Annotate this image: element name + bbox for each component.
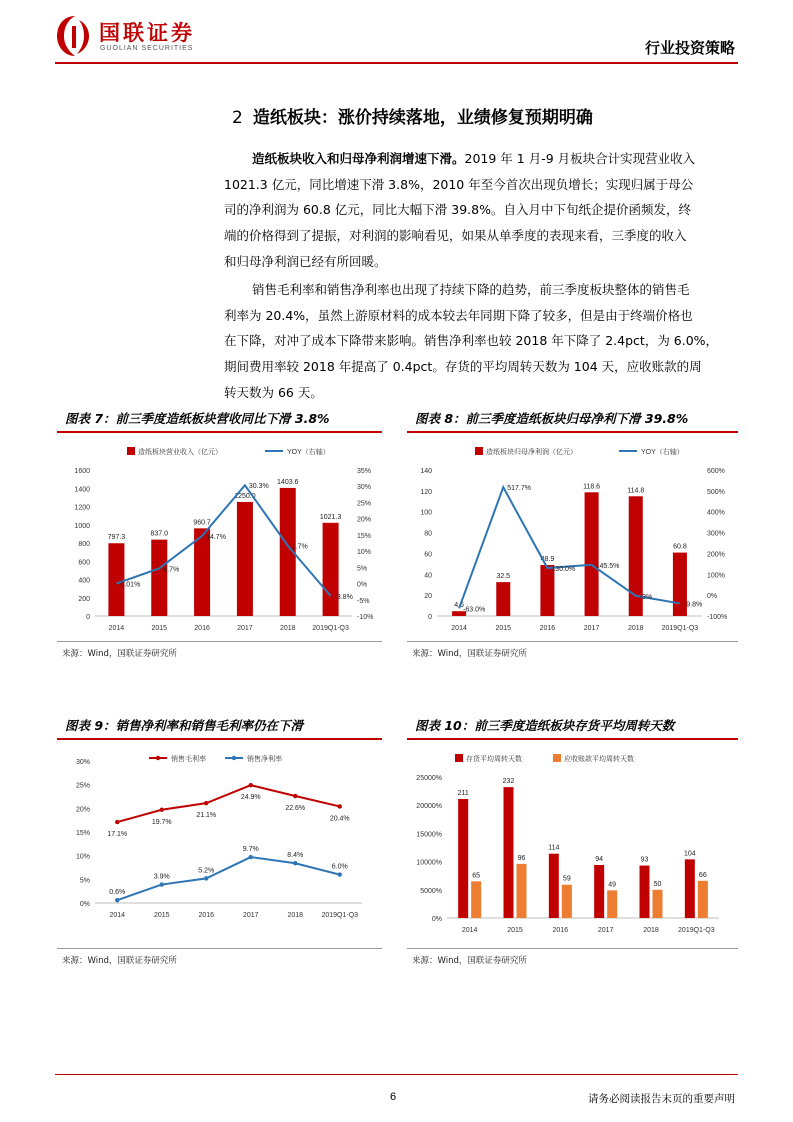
series-marker: [115, 898, 119, 902]
y-axis-tick-label: 0: [86, 614, 90, 621]
paragraph-line: 在下降，对冲了成本下降带来影响。销售净利率也较 2018 年下降了 2.4pct，为 6.0%，: [224, 333, 719, 349]
y-axis-tick-label: 0: [428, 614, 432, 621]
y2-axis-tick-label: 600%: [707, 468, 725, 475]
y-axis-tick-label: 25%: [75, 782, 90, 790]
bar-data-label: 60.8: [673, 543, 687, 551]
bar-2018: [640, 866, 650, 918]
legend-swatch: [553, 754, 561, 762]
x-axis-tick-label: 2015: [495, 625, 512, 632]
bar-2017: [237, 502, 253, 616]
legend-label: 造纸板块归母净利润（亿元）: [486, 449, 577, 456]
bar-data-label: 1021.3: [319, 513, 342, 521]
x-axis-tick-label: 2018: [627, 625, 644, 632]
figure-9-rule: [57, 738, 382, 740]
paragraph-lead: 造纸板块收入和归母净利润增速下滑。: [252, 151, 465, 166]
bar-2015: [504, 787, 514, 918]
x-axis-tick-label: 2015: [153, 912, 170, 919]
bar-2014: [108, 543, 124, 616]
legend-label: YOY（右轴）: [641, 449, 684, 456]
y2-axis-tick-label: 15%: [357, 532, 372, 540]
y-axis-tick-label: 5%: [79, 877, 90, 885]
y2-axis-tick-label: 200%: [707, 551, 725, 559]
legend-label: 销售净利率: [247, 756, 282, 763]
bar-data-label: 49: [608, 881, 617, 889]
bar-data-label: 94: [595, 855, 604, 863]
bar-2016: [562, 885, 572, 918]
y2-axis-tick-label: 0%: [707, 593, 718, 601]
legend-label: 存货平均周转天数: [466, 756, 522, 763]
bar-data-label: 797.3: [107, 534, 126, 542]
x-axis-tick-label: 2018: [279, 625, 296, 632]
x-axis-tick-label: 2016: [552, 927, 569, 934]
figure-8-rule: [407, 431, 738, 433]
y2-axis-tick-label: 5%: [357, 565, 368, 573]
figure-10-source-rule: [407, 948, 738, 949]
paragraph-line: 转天数为 66 天。: [224, 384, 323, 400]
company-logo: [55, 14, 235, 58]
y-axis-tick-label: 1000: [74, 522, 90, 530]
bar-data-label: 114.8: [627, 487, 645, 495]
line-data-label: 4.7%: [163, 566, 180, 574]
x-axis-tick-label: 2017: [242, 912, 259, 919]
line-data-label: -3%: [639, 593, 653, 601]
y-axis-tick-label: 200: [78, 595, 90, 603]
bar-data-label: 59: [562, 875, 571, 883]
legend-label: 销售毛利率: [171, 756, 206, 763]
bar-data-label: 32.5: [496, 573, 511, 581]
y-axis-tick-label: 120: [420, 488, 432, 496]
x-axis-tick-label: 2016: [194, 625, 210, 632]
section-heading: [232, 103, 593, 128]
legend-swatch: [475, 447, 483, 455]
paragraph-line: 司的净利润为 60.8 亿元，同比大幅下滑 39.8%。自入月中下旬纸企提价函频发，终: [224, 202, 691, 218]
x-axis-tick-label: 2018: [643, 927, 659, 934]
series-marker: [249, 855, 253, 859]
bar-data-label: 96: [517, 854, 526, 862]
bar-data-label: 1403.6: [277, 478, 299, 486]
series-marker: [160, 808, 164, 812]
section-title: 造纸板块：涨价持续落地，业绩修复预期明确: [252, 108, 593, 128]
y2-axis-tick-label: 10%: [357, 549, 372, 557]
bar-2019Q1-Q3: [685, 859, 695, 918]
y2-axis-tick-label: 400%: [707, 509, 725, 517]
y-axis-tick-label: 1200: [74, 504, 90, 512]
footer-divider: [55, 1074, 738, 1075]
paragraph-line: 和归母净利润已经有所回暖。: [224, 253, 387, 269]
x-axis-tick-label: 2018: [287, 912, 304, 919]
y2-axis-tick-label: 30%: [357, 484, 372, 492]
y-axis-tick-label: 30%: [75, 759, 90, 766]
series-marker: [204, 876, 208, 880]
logo-text-en: GUOLIAN SECURITIES: [100, 45, 194, 52]
y2-axis-tick-label: 100%: [707, 572, 725, 580]
page-number: 6: [390, 1091, 397, 1103]
x-axis-tick-label: 2016: [198, 912, 215, 919]
line-data-label: 0.6%: [109, 889, 126, 897]
y-axis-tick-label: 15000%: [416, 831, 442, 839]
y-axis-tick-label: 60: [424, 551, 432, 559]
figure-9-source: 来源：Wind，国联证券研究所: [62, 956, 177, 966]
y-axis-tick-label: 20: [424, 593, 432, 601]
y2-axis-tick-label: 0%: [357, 581, 368, 589]
line-data-label: 517.7%: [507, 485, 531, 493]
line-data-label: 21.1%: [196, 812, 217, 820]
bar-2014: [458, 799, 468, 918]
y-axis-tick-label: 140: [420, 468, 432, 475]
series-line: [459, 487, 680, 608]
line-data-label: 22.6%: [285, 805, 306, 813]
y-axis-tick-label: 80: [424, 530, 432, 538]
x-axis-tick-label: 2015: [507, 927, 523, 934]
x-axis-tick-label: 2014: [108, 625, 125, 632]
figure-7-rule: [57, 431, 382, 433]
bar-data-label: 211: [457, 789, 469, 797]
line-data-label: 19.7%: [151, 818, 172, 826]
bar-2018: [653, 890, 663, 918]
figure-10-source: 来源：Wind，国联证券研究所: [412, 956, 527, 966]
y-axis-tick-label: 400: [78, 577, 90, 585]
figure-9-title: 图表 9：销售净利率和销售毛利率仍在下滑: [65, 718, 304, 733]
y-axis-tick-label: 600: [78, 559, 90, 567]
section-number: 2: [232, 108, 243, 128]
paragraph-revenue-profit: [224, 146, 738, 274]
legend-swatch: [455, 754, 463, 762]
line-data-label: 24.9%: [240, 794, 261, 802]
logo-mark-icon: [55, 14, 95, 58]
logo-text-cn: 国联证券: [99, 21, 195, 45]
bar-data-label: 232: [502, 778, 515, 786]
y-axis-tick-label: 0%: [79, 901, 90, 908]
y-axis-tick-label: 20%: [75, 806, 90, 814]
bar-data-label: 4.6: [454, 602, 464, 610]
bar-2017: [594, 865, 604, 918]
line-data-label: 5.2%: [198, 867, 215, 875]
y-axis-tick-label: 10000%: [416, 859, 442, 867]
x-axis-tick-label: 2014: [461, 927, 478, 934]
series-marker: [338, 872, 342, 876]
y2-axis-tick-label: 500%: [707, 488, 725, 496]
series-line: [117, 785, 340, 822]
legend-marker: [232, 756, 236, 760]
x-axis-tick-label: 2019Q1-Q3: [312, 625, 349, 632]
figure-10-chart: [407, 743, 738, 941]
series-marker: [115, 820, 119, 824]
figure-9-source-rule: [57, 948, 382, 949]
bar-data-label: 93: [640, 856, 649, 864]
line-data-label: 130.0%: [551, 566, 576, 574]
bar-2016: [549, 854, 559, 918]
figure-8-source-rule: [407, 641, 738, 642]
figure-7-title: 图表 7：前三季度造纸板块营收同比下滑 3.8%: [65, 411, 330, 426]
y-axis-tick-label: 100: [420, 509, 432, 517]
figure-8-source: 来源：Wind，国联证券研究所: [412, 649, 527, 659]
x-axis-tick-label: 2017: [237, 625, 253, 632]
bar-2014: [471, 881, 481, 918]
figure-7-source: 来源：Wind，国联证券研究所: [62, 649, 177, 659]
series-marker: [293, 794, 297, 798]
x-axis-tick-label: 2019Q1-Q3: [678, 927, 715, 934]
figure-9-chart: [57, 743, 382, 941]
x-axis-tick-label: 2017: [597, 927, 614, 934]
line-data-label: 3.9%: [153, 873, 170, 881]
bar-2017: [585, 492, 599, 616]
bar-2015: [517, 864, 527, 918]
line-data-label: 20.4%: [329, 815, 350, 823]
line-data-label: 0.01%: [120, 581, 141, 589]
series-marker: [160, 882, 164, 886]
y-axis-tick-label: 5000%: [420, 887, 442, 895]
y-axis-tick-label: 800: [78, 541, 90, 548]
y-axis-tick-label: 25000%: [416, 775, 442, 782]
series-marker: [204, 801, 208, 805]
line-data-label: 1.7%: [291, 543, 308, 551]
figure-10-rule: [407, 738, 738, 740]
bar-data-label: 104: [683, 850, 696, 858]
x-axis-tick-label: 2014: [109, 912, 126, 919]
figure-10-title: 图表 10：前三季度造纸板块存货平均周转天数: [415, 718, 675, 733]
line-data-label: -3.8%: [334, 593, 353, 601]
legend-label: YOY（右轴）: [287, 449, 330, 456]
figure-8-title: 图表 8：前三季度造纸板块归母净利下滑 39.8%: [415, 411, 689, 426]
y-axis-tick-label: 0%: [431, 916, 442, 923]
y2-axis-tick-label: 20%: [357, 516, 372, 524]
line-data-label: 17.1%: [107, 831, 128, 839]
paragraph-line: 销售毛利率和销售净利率也出现了持续下降的趋势，前三季度板块整体的销售毛: [252, 282, 690, 297]
bar-2019Q1-Q3: [323, 523, 339, 616]
line-data-label: 9.7%: [242, 846, 259, 854]
line-data-label: 30.3%: [248, 483, 269, 491]
bar-data-label: 837.0: [150, 530, 169, 538]
y-axis-tick-label: 40: [424, 572, 432, 580]
figure-8-chart: [407, 436, 738, 634]
y2-axis-tick-label: -100%: [707, 614, 728, 621]
legend-label: 应收账款平均周转天数: [564, 756, 634, 763]
bar-2015: [151, 540, 167, 616]
footer-disclaimer: 请务必阅读报告末页的重要声明: [588, 1093, 735, 1105]
series-marker: [249, 783, 253, 787]
legend-marker: [156, 756, 160, 760]
line-data-label: 6.0%: [331, 863, 348, 871]
bar-data-label: 118.6: [583, 483, 601, 491]
y2-axis-tick-label: 25%: [357, 500, 372, 508]
line-data-label: -63.0%: [463, 606, 486, 614]
y-axis-tick-label: 1600: [74, 468, 90, 475]
y2-axis-tick-label: -5%: [357, 597, 370, 605]
bar-2016: [194, 528, 210, 616]
x-axis-tick-label: 2019Q1-Q3: [661, 625, 699, 632]
paragraph-line: 利率为 20.4%，虽然上游原材料的成本较去年同期下降了较多，但是由于终端价格也: [224, 307, 693, 323]
bar-data-label: 65: [472, 872, 481, 880]
y-axis-tick-label: 15%: [75, 830, 90, 837]
y2-axis-tick-label: -10%: [357, 614, 374, 621]
series-marker: [293, 861, 297, 865]
paragraph-line: 端的价格得到了提振，对利润的影响看见，如果从单季度的表现来看，三季度的收入: [224, 228, 687, 244]
bar-data-label: 50: [653, 880, 662, 888]
bar-data-label: 1250.0: [234, 492, 256, 500]
y-axis-tick-label: 1400: [74, 486, 90, 494]
line-data-label: 145.5%: [595, 562, 620, 570]
line-data-label: 14.7%: [206, 533, 226, 541]
line-data-label: -9.8%: [683, 601, 703, 609]
x-axis-tick-label: 2019Q1-Q3: [321, 912, 359, 919]
paragraph-line: 1021.3 亿元，同比增速下滑 3.8%，2010 年至今首次出现负增长；实现归属于母公: [224, 176, 694, 192]
paragraph-line: 期间费用率较 2018 年提高了 0.4pct。存货的平均周转天数为 104 天，应收账款的周: [224, 359, 702, 375]
bar-2019Q1-Q3: [698, 881, 708, 918]
series-line: [117, 857, 340, 900]
x-axis-tick-label: 2016: [539, 625, 556, 632]
x-axis-tick-label: 2014: [451, 625, 467, 632]
figure-7-chart: [57, 436, 382, 634]
figure-7-source-rule: [57, 641, 382, 642]
paragraph-line: 造纸板块收入和归母净利润增速下滑。2019 年 1 月-9 月板块合计实现营业收入: [252, 151, 696, 166]
bar-2017: [607, 890, 617, 918]
y2-axis-tick-label: 35%: [357, 468, 372, 475]
y2-axis-tick-label: 300%: [707, 530, 725, 538]
x-axis-tick-label: 2017: [583, 625, 600, 632]
header-divider: [55, 62, 738, 64]
legend-label: 造纸板块营业收入（亿元）: [138, 449, 222, 456]
paragraph-margins: [224, 277, 738, 405]
legend-swatch: [127, 447, 135, 455]
series-marker: [338, 804, 342, 808]
bar-data-label: 960.7: [193, 519, 211, 527]
line-data-label: 8.4%: [287, 852, 304, 860]
y-axis-tick-label: 10%: [75, 853, 90, 861]
y-axis-tick-label: 20000%: [416, 803, 442, 811]
bar-data-label: 66: [698, 871, 707, 879]
bar-data-label: 114: [548, 844, 560, 852]
bar-data-label: 48.9: [540, 556, 555, 564]
x-axis-tick-label: 2015: [151, 625, 168, 632]
report-type: 行业投资策略: [644, 39, 735, 57]
bar-2015: [496, 582, 510, 616]
